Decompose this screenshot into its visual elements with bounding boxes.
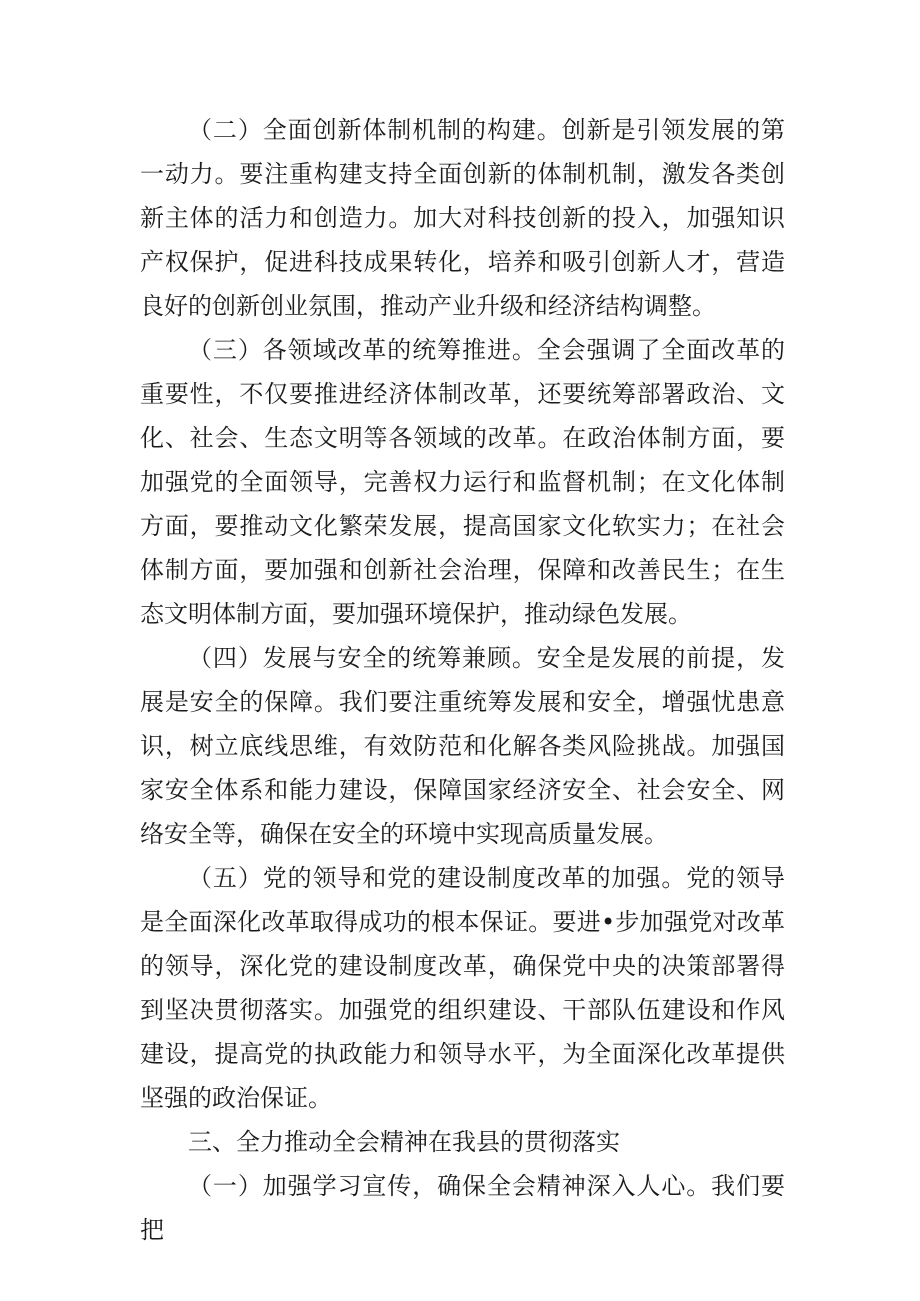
paragraph-innovation-mechanism: （二）全面创新体制机制的构建。创新是引领发展的第一动力。要注重构建支持全面创新的体制机制，激发各类创新主体的活力和创造力。加大对科技创新的投入，加强知识产权保护，促进科技成果转化，培养和吸引创新人才，营造良好的创新创业氛围，推动产业升级和经济结构调整。 (140, 116, 785, 320)
paragraph-development-security: （四）发展与安全的统筹兼顾。安全是发展的前提，发展是安全的保障。我们要注重统筹发展和安全，增强忧患意识，树立底线思维，有效防范和化解各类风险挑战。加强国家安全体系和能力建设，保障国家经济安全、社会安全、网络安全等，确保在安全的环境中实现高质量发展。 (140, 644, 785, 848)
paragraph-study-publicity: （一）加强学习宣传，确保全会精神深入人心。我们要把 (140, 1172, 785, 1244)
paragraph-reform-coordination: （三）各领域改革的统筹推进。全会强调了全面改革的重要性，不仅要推进经济体制改革，还要统筹部署政治、文化、社会、生态文明等各领域的改革。在政治体制方面，要加强党的全面领导，完善权力运行和监督机制；在文化体制方面，要推动文化繁荣发展，提高国家文化软实力；在社会体制方面，要加强和创新社会治理，保障和改善民生；在生态文明体制方面，要加强环境保护，推动绿色发展。 (140, 336, 785, 628)
paragraph-party-leadership: （五）党的领导和党的建设制度改革的加强。党的领导是全面深化改革取得成功的根本保证。要进•步加强党对改革的领导，深化党的建设制度改革，确保党中央的决策部署得到坚决贯彻落实。加强党的组织建设、干部队伍建设和作风建设，提高党的执政能力和领导水平，为全面深化改革提供坚强的政治保证。 (140, 864, 785, 1112)
section-heading: 三、全力推动全会精神在我县的贯彻落实 (188, 1128, 620, 1156)
document-body (140, 108, 785, 1252)
